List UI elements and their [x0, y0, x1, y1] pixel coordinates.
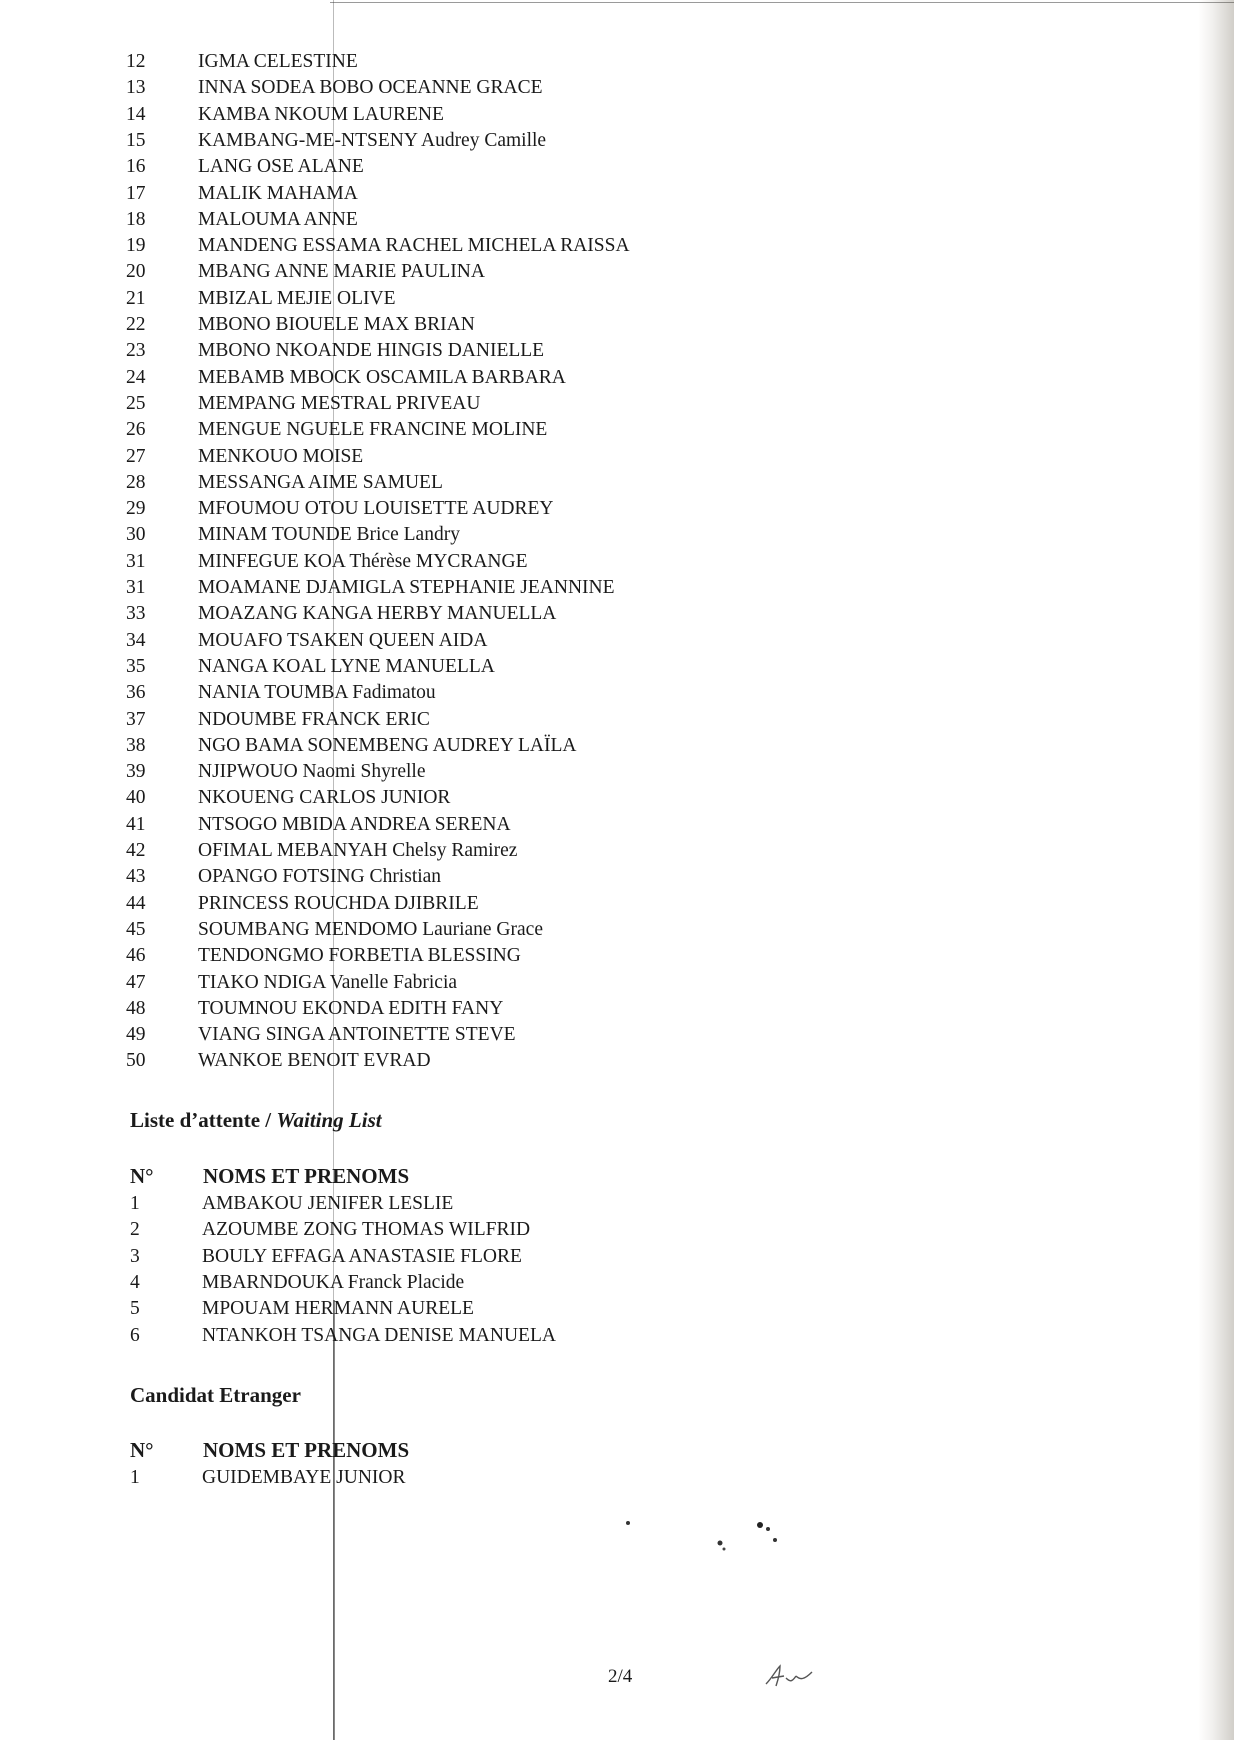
waiting-title-en: Waiting List	[276, 1108, 382, 1132]
initials-signature	[762, 1662, 816, 1690]
header-names: NOMS ET PRENOMS	[203, 1164, 410, 1188]
item-number: 19	[126, 235, 146, 257]
item-number: 34	[126, 629, 146, 651]
item-name: NKOUENG CARLOS JUNIOR	[198, 787, 451, 809]
item-name: NANGA KOAL LYNE MANUELLA	[198, 655, 495, 677]
item-number: 43	[126, 866, 146, 888]
item-number: 17	[126, 182, 146, 204]
item-number: 1	[130, 1467, 140, 1488]
ink-specks	[600, 1505, 800, 1565]
item-number: 31	[126, 550, 146, 572]
item-name: MBIZAL MEJIE OLIVE	[198, 287, 396, 309]
item-number: 2	[130, 1219, 140, 1241]
item-name: VIANG SINGA ANTOINETTE STEVE	[198, 1024, 516, 1046]
item-name: NDOUMBE FRANCK ERIC	[198, 708, 430, 730]
item-number: 20	[126, 261, 146, 283]
item-number: 25	[126, 392, 146, 414]
item-number: 12	[126, 51, 146, 72]
item-number: 6	[130, 1324, 140, 1346]
item-name: WANKOE BENOIT EVRAD	[198, 1050, 431, 1072]
item-name: MINAM TOUNDE Brice Landry	[198, 524, 460, 546]
item-number: 35	[126, 655, 146, 677]
item-number: 28	[126, 471, 146, 493]
item-number: 33	[126, 603, 146, 625]
item-name: MBARNDOUKA Franck Placide	[202, 1271, 465, 1293]
item-name: NTANKOH TSANGA DENISE MANUELA	[202, 1324, 556, 1346]
item-number: 48	[126, 997, 146, 1019]
item-name: OFIMAL MEBANYAH Chelsy Ramirez	[198, 840, 518, 861]
item-name: MBONO NKOANDE HINGIS DANIELLE	[198, 340, 545, 362]
item-name: MINFEGUE KOA Thérèse MYCRANGE	[198, 550, 528, 572]
item-number: 47	[126, 971, 146, 993]
item-name: MEBAMB MBOCK OSCAMILA BARBARA	[198, 366, 566, 388]
item-number: 3	[130, 1245, 140, 1267]
item-number: 50	[126, 1050, 146, 1072]
item-number: 26	[126, 419, 146, 441]
item-number: 42	[126, 840, 146, 861]
item-number: 36	[126, 682, 146, 704]
item-number: 27	[126, 445, 146, 467]
item-name: INNA SODEA BOBO OCEANNE GRACE	[198, 77, 543, 99]
item-number: 29	[126, 498, 146, 520]
item-name: IGMA CELESTINE	[198, 51, 358, 72]
item-number: 39	[126, 761, 146, 783]
item-name: NTSOGO MBIDA ANDREA SERENA	[198, 813, 511, 835]
item-number: 22	[126, 314, 146, 335]
waiting-title-fr: Liste d’attente /	[130, 1108, 277, 1132]
item-name: MALOUMA ANNE	[198, 208, 358, 230]
item-number: 14	[126, 103, 146, 125]
item-name: MOAMANE DJAMIGLA STEPHANIE JEANNINE	[198, 577, 615, 598]
item-number: 13	[126, 77, 146, 99]
item-name: MALIK MAHAMA	[198, 182, 358, 204]
item-name: NGO BAMA SONEMBENG AUDREY LAÏLA	[198, 734, 577, 756]
item-name: MFOUMOU OTOU LOUISETTE AUDREY	[198, 498, 554, 520]
item-name: PRINCESS ROUCHDA DJIBRILE	[198, 892, 479, 914]
item-number: 16	[126, 156, 146, 178]
item-name: SOUMBANG MENDOMO Lauriane Grace	[198, 918, 543, 940]
item-name: MEMPANG MESTRAL PRIVEAU	[198, 392, 481, 414]
item-name: NJIPWOUO Naomi Shyrelle	[198, 761, 426, 783]
item-number: 37	[126, 708, 146, 730]
scan-edge-shadow	[1198, 0, 1234, 1740]
header-names: NOMS ET PRENOMS	[203, 1438, 410, 1462]
item-number: 21	[126, 287, 146, 309]
item-name: MBONO BIOUELE MAX BRIAN	[198, 314, 475, 335]
item-name: MESSANGA AIME SAMUEL	[198, 471, 443, 493]
foreign-candidate-title: Candidat Etranger	[130, 1383, 301, 1407]
scan-top-edge	[330, 2, 1234, 3]
item-name: TOUMNOU EKONDA EDITH FANY	[198, 997, 504, 1019]
item-name: NANIA TOUMBA Fadimatou	[198, 682, 436, 704]
header-number: N°	[130, 1164, 154, 1188]
item-name: MOUAFO TSAKEN QUEEN AIDA	[198, 629, 488, 651]
item-number: 15	[126, 129, 146, 151]
item-name: MENKOUO MOISE	[198, 445, 364, 467]
item-name: LANG OSE ALANE	[198, 156, 364, 178]
item-number: 4	[130, 1271, 140, 1293]
item-number: 23	[126, 340, 146, 362]
item-number: 38	[126, 734, 146, 756]
item-name: MENGUE NGUELE FRANCINE MOLINE	[198, 419, 548, 441]
item-name: MOAZANG KANGA HERBY MANUELLA	[198, 603, 557, 625]
header-number: N°	[130, 1438, 154, 1462]
item-name: MPOUAM HERMANN AURELE	[202, 1298, 474, 1320]
item-number: 5	[130, 1298, 140, 1320]
item-name: MANDENG ESSAMA RACHEL MICHELA RAISSA	[198, 235, 630, 257]
item-number: 41	[126, 813, 146, 835]
item-name: AMBAKOU JENIFER LESLIE	[202, 1193, 454, 1214]
item-name: AZOUMBE ZONG THOMAS WILFRID	[202, 1219, 531, 1241]
item-number: 45	[126, 918, 146, 940]
item-number: 49	[126, 1024, 146, 1046]
item-name: BOULY EFFAGA ANASTASIE FLORE	[202, 1245, 522, 1267]
item-name: MBANG ANNE MARIE PAULINA	[198, 261, 485, 283]
item-name: TIAKO NDIGA Vanelle Fabricia	[198, 971, 458, 993]
item-number: 44	[126, 892, 146, 914]
item-name: TENDONGMO FORBETIA BLESSING	[198, 945, 521, 967]
page-number: 2/4	[608, 1666, 633, 1687]
item-number: 30	[126, 524, 146, 546]
item-name: OPANGO FOTSING Christian	[198, 866, 442, 888]
item-name: KAMBANG-ME-NTSENY Audrey Camille	[198, 129, 547, 151]
item-name: KAMBA NKOUM LAURENE	[198, 103, 444, 125]
item-number: 18	[126, 208, 146, 230]
item-number: 31	[126, 577, 146, 598]
item-number: 1	[130, 1193, 140, 1214]
fold-line-lower	[333, 1300, 335, 1740]
item-number: 46	[126, 945, 146, 967]
waiting-list-title	[130, 1108, 382, 1133]
item-number: 40	[126, 787, 146, 809]
item-name: GUIDEMBAYE JUNIOR	[202, 1467, 406, 1488]
item-number: 24	[126, 366, 146, 388]
